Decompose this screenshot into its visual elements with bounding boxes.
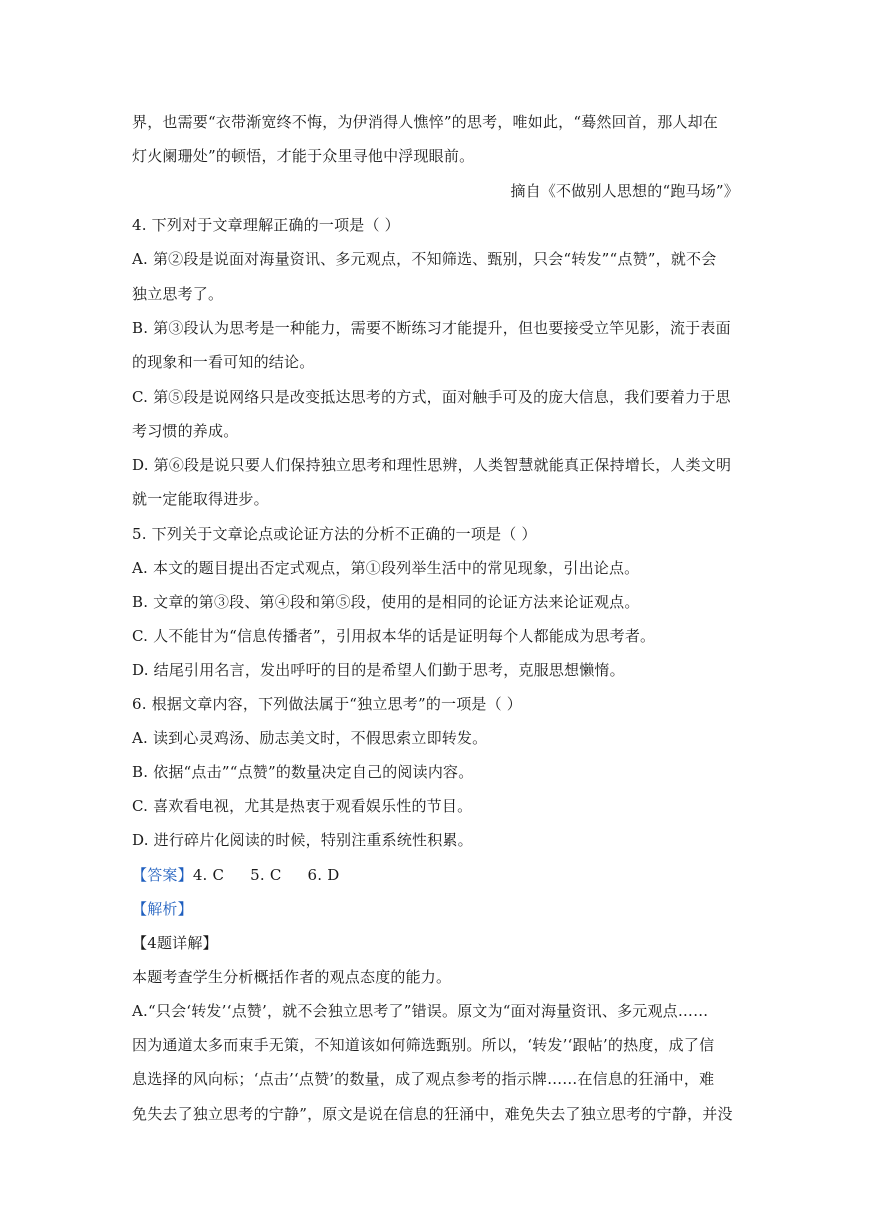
- question-6-stem: 6. 根据文章内容，下列做法属于“独立思考”的一项是（ ）: [132, 695, 522, 713]
- passage-line: 界，也需要“衣带渐宽终不悔，为伊消得人憔悴”的思考，唯如此，“蓦然回首，那人却在: [132, 113, 719, 131]
- question-4-option-d: D. 第⑥段是说只要人们保持独立思考和理性思辨，人类智慧就能真正保持增长，人类文明: [132, 456, 732, 474]
- answer-line: [132, 865, 742, 885]
- analysis-sub-label: 【4题详解】: [132, 934, 218, 952]
- analysis-line: 息选择的风向标；‘点击’‘点赞’的数量，成了观点参考的指示牌……在信息的狂涌中，难: [132, 1070, 715, 1088]
- question-4-option-a: A. 第②段是说面对海量资讯、多元观点，不知筛选、甄别，只会“转发”“点赞”，就不会: [132, 250, 717, 268]
- question-5-option-b: B. 文章的第③段、第④段和第⑤段，使用的是相同的论证方法来论证观点。: [132, 593, 640, 611]
- question-4-option-c-cont: 考习惯的养成。: [132, 422, 239, 440]
- analysis-label: 【解析】: [132, 900, 193, 918]
- answer-label: 【答案】: [132, 866, 193, 884]
- question-6-option-b: B. 依据“点击”“点赞”的数量决定自己的阅读内容。: [132, 763, 474, 781]
- question-5-option-d: D. 结尾引用名言，发出呼吁的目的是希望人们勤于思考，克服思想懒惰。: [132, 661, 625, 679]
- question-5-stem: 5. 下列关于文章论点或论证方法的分析不正确的一项是（ ）: [132, 525, 537, 543]
- question-4-option-d-cont: 就一定能取得进步。: [132, 490, 269, 508]
- answer-item: 6. D: [307, 866, 340, 884]
- question-4-option-b-cont: 的现象和一看可知的结论。: [132, 353, 315, 371]
- answer-item: 5. C: [250, 866, 282, 884]
- passage-line: 灯火阑珊处”的顿悟，才能于众里寻他中浮现眼前。: [132, 147, 475, 165]
- answer-item: 4. C: [192, 866, 225, 884]
- question-5-option-a: A. 本文的题目提出否定式观点，第①段列举生活中的常见现象，引出论点。: [132, 559, 640, 577]
- analysis-intro: 本题考查学生分析概括作者的观点态度的能力。: [132, 968, 452, 986]
- question-6-option-d: D. 进行碎片化阅读的时候，特别注重系统性积累。: [132, 831, 473, 849]
- question-4-option-c: C. 第⑤段是说网络只是改变抵达思考的方式，面对触手可及的庞大信息，我们要着力于思: [132, 388, 731, 406]
- question-4-stem: 4. 下列对于文章理解正确的一项是（ ）: [132, 216, 400, 234]
- analysis-line: A.“只会‘转发’‘点赞’，就不会独立思考了”错误。原文为“面对海量资讯、多元观点……: [132, 1002, 709, 1020]
- question-4-option-b: B. 第③段认为思考是一种能力，需要不断练习才能提升，但也要接受立竿见影，流于表面: [132, 319, 731, 337]
- analysis-line: 因为通道太多而束手无策，不知道该如何筛选甄别。所以，‘转发’‘跟帖’的热度，成了信: [132, 1036, 715, 1054]
- passage-source: 摘自《不做别人思想的“跑马场”》: [510, 182, 739, 200]
- question-4-option-a-cont: 独立思考了。: [132, 285, 224, 303]
- question-5-option-c: C. 人不能甘为“信息传播者”，引用叔本华的话是证明每个人都能成为思考者。: [132, 627, 656, 645]
- question-6-option-c: C. 喜欢看电视，尤其是热衷于观看娱乐性的节目。: [132, 797, 473, 815]
- question-6-option-a: A. 读到心灵鸡汤、励志美文时，不假思索立即转发。: [132, 729, 488, 747]
- analysis-line: 免失去了独立思考的宁静”，原文是说在信息的狂涌中，难免失去了独立思考的宁静，并没: [132, 1105, 733, 1123]
